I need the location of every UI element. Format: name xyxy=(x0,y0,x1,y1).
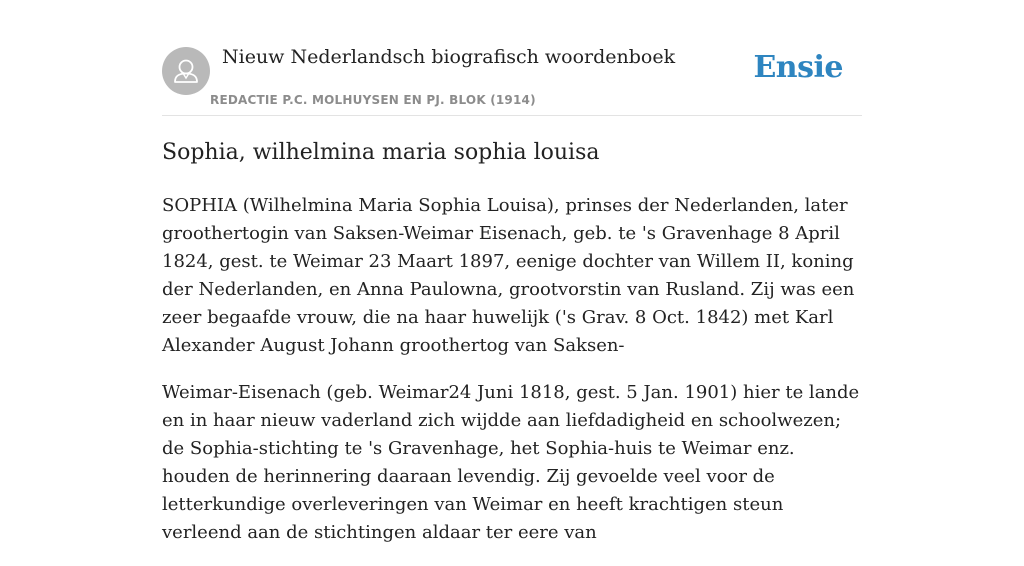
source-title[interactable]: Nieuw Nederlandsch biografisch woordenboek xyxy=(222,46,676,68)
entry-paragraph: SOPHIA (Wilhelmina Maria Sophia Louisa), prinses der Nederlanden, later groothertogin van Saksen-Weimar Eisenach, geb. te 's Gravenhage 8 April 1824, gest. te Weimar 23 Maart 1897, eenige dochter van Willem II, koning der Nederlanden, en Anna Paulowna, grootvorstin van Rusland. Zij was een zeer begaafde vrouw, die na haar huwelijk ('s Grav. 8 Oct. 1842) met Karl Alexander August Johann groothertog van Saksen- xyxy=(162,195,855,356)
entry-paragraph: Weimar-Eisenach (geb. Weimar24 Juni 1818, gest. 5 Jan. 1901) hier te lande en in haar nieuw vaderland zich wijdde aan liefdadigheid en schoolwezen; de Sophia-stichting te 's Gravenhage, het Sophia-huis te Weimar enz. houden de herinnering daaraan levendig. Zij gevoelde veel voor de letterkundige overleveringen van Weimar en heeft krachtigen steun verleend aan de stichtingen aldaar ter eere van xyxy=(162,382,860,543)
entry-title: Sophia, wilhelmina maria sophia louisa xyxy=(162,140,600,165)
source-header xyxy=(162,40,862,116)
user-icon-graphic xyxy=(162,47,210,95)
ensie-logo[interactable]: Ensie xyxy=(753,50,843,85)
entry-body xyxy=(162,192,862,566)
source-editors: REDACTIE P.C. MOLHUYSEN EN PJ. BLOK (1914) xyxy=(210,93,536,107)
user-icon xyxy=(162,47,210,95)
